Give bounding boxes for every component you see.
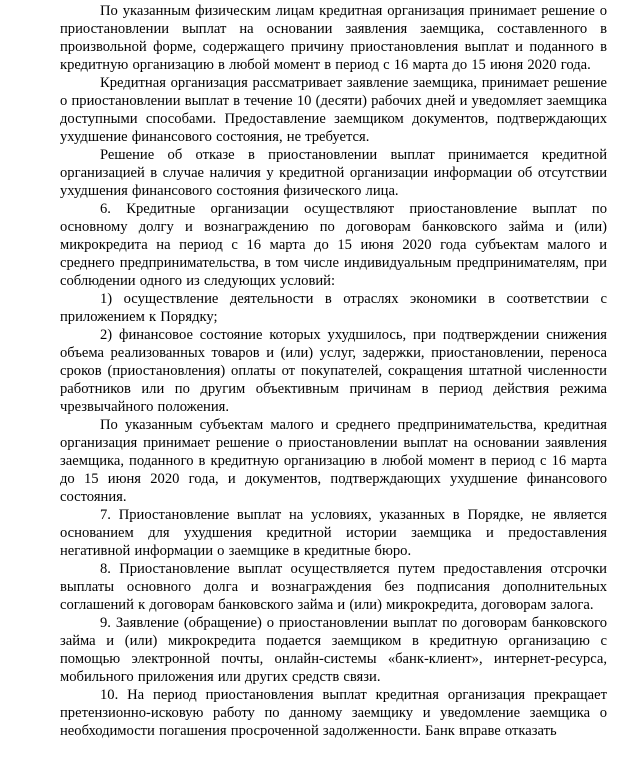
paragraph-item-7: 7. Приостановление выплат на условиях, указанных в Порядке, не является основанием для ухудшения кредитной истории заемщика и предоставления негативной информации о заемщике в кредитные бюро. [60,507,607,559]
paragraph-item-8: 8. Приостановление выплат осуществляется путем предоставления отсрочки выплаты основного долга и вознаграждения без подписания дополнительных соглашений к договорам банковского займа и (или) микрокредита, договорам залога. [60,561,607,613]
paragraph-item-6: 6. Кредитные организации осуществляют приостановление выплат по основному долгу и вознаграждению по договорам банковского займа и (или) микрокредита на период с 16 марта до 15 июня 2020 года субъектам малого и среднего предпринимательства, в том числе индивидуальным предпринимателям, при соблюдении одного из следующих условий: [60,201,607,289]
paragraph-sme-decision: По указанным субъектам малого и среднего предпринимательства, кредитная организация принимает решение о приостановлении выплат на основании заявления заемщика, поданного в кредитную организацию в любой момент в период с 16 марта до 15 июня 2020 года, и документов, подтверждающих ухудшение финансового состояния. [60,417,607,505]
paragraph-condition-2: 2) финансовое состояние которых ухудшилось, при подтверждении снижения объема реализованных товаров и (или) услуг, задержки, приостановлении, переноса сроков (приостановления) оплаты от покупателей, сокращения штатной численности работников или по другим объективным причинам в период действия режима чрезвычайного положения. [60,327,607,415]
paragraph-intro-individuals: По указанным физическим лицам кредитная организация принимает решение о приостановлении выплат на основании заявления заемщика, составленного в произвольной форме, содержащего причину приостановления выплат и поданного в кредитную организацию в любой момент в период с 16 марта до 15 июня 2020 года. [60,3,607,73]
paragraph-item-9: 9. Заявление (обращение) о приостановлении выплат по договорам банковского займа и (или) микрокредита подается заемщиком в кредитную организацию с помощью электронной почты, онлайн-системы «банк-клиент», интернет-ресурса, мобильного приложения или других средств связи. [60,615,607,685]
paragraph-item-10: 10. На период приостановления выплат кредитная организация прекращает претензионно-исковую работу по данному заемщику и уведомление заемщика о необходимости погашения просроченной задолженности. Банк вправе отказать [60,687,607,739]
paragraph-refusal-decision: Решение об отказе в приостановлении выплат принимается кредитной организацией в случае наличия у кредитной организации информации об отсутствии ухудшения финансового состояния физического лица. [60,147,607,199]
paragraph-review-procedure: Кредитная организация рассматривает заявление заемщика, принимает решение о приостановлении выплат в течение 10 (десяти) рабочих дней и уведомляет заемщика доступными способами. Предоставление заемщиком документов, подтверждающих ухудшение финансового состояния, не требуется. [60,75,607,145]
paragraph-condition-1: 1) осуществление деятельности в отраслях экономики в соответствии с приложением к Порядку; [60,291,607,325]
